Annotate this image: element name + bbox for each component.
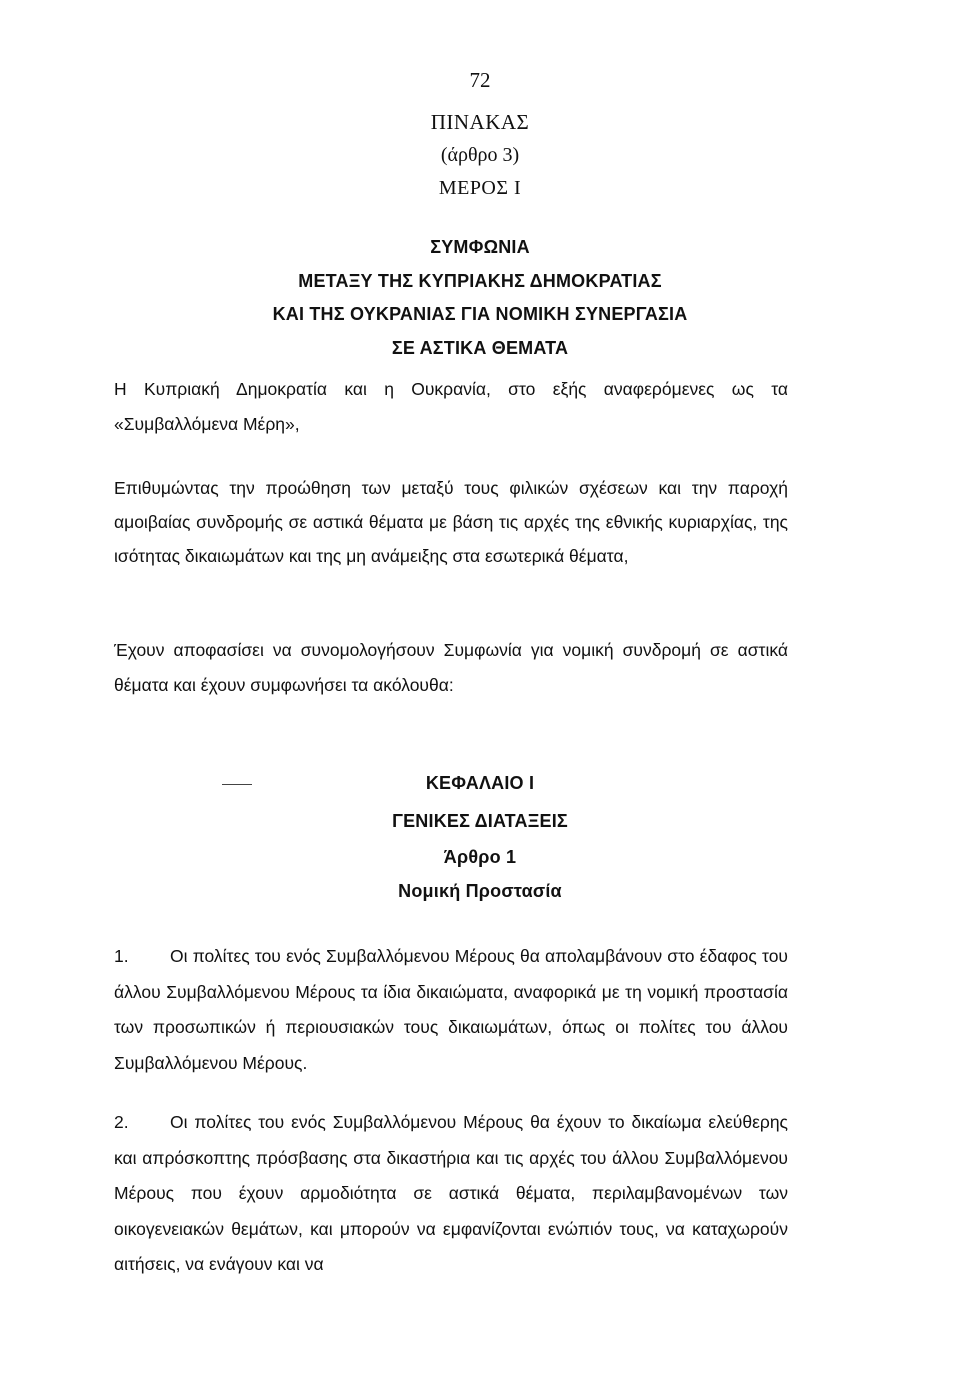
chapter-title: ΚΕΦΑΛΑΙΟ Ι (425, 773, 535, 793)
part-title: ΜΕΡΟΣ Ι (438, 177, 522, 199)
preamble-parties: Η Κυπριακή Δημοκρατία και η Ουκρανία, στο εξής αναφερόμενες ως τα «Συμβαλλόμενα Μέρη», (114, 379, 788, 434)
chapter-subtitle: ΓΕΝΙΚΕΣ ΔΙΑΤΑΞΕΙΣ (392, 811, 568, 831)
clause-text: Οι πολίτες του ενός Συμβαλλόμενου Μέρους θα απολαμβάνουν στο έδαφος του άλλου Συμβαλλόμενου Μέρους τα ίδια δικαιώματα, αναφορικά με τη νομική προστασία των προσωπικών ή περιουσιακών τους δικαιωμάτων, όπως οι πολίτες του άλλου Συμβαλλόμενου Μέρους. (114, 946, 788, 1073)
article-reference: (άρθρο 3) (440, 144, 520, 166)
agreement-title-line-4: ΣΕ ΑΣΤΙΚΑ ΘΕΜΑΤΑ (391, 338, 569, 358)
clause-number: 1. (114, 946, 129, 966)
clause-text: Οι πολίτες του ενός Συμβαλλόμενου Μέρους θα έχουν το δικαίωμα ελεύθερης και απρόσκοπτης πρόσβασης στα δικαστήρια και τις αρχές του άλλου Συμβαλλόμενου Μέρους που έχουν αρμοδιότητα σε αστικά θέματα, περιλαμβανομένων των οικογενειακών θεμάτων, και μπορούν να εμφανίζονται ενώπιόν τους, να καταχωρούν αιτήσεις, να ενάγουν και να (114, 1112, 788, 1275)
page-number: 72 (469, 68, 491, 92)
agreement-title-line-2: ΜΕΤΑΞΥ ΤΗΣ ΚΥΠΡΙΑΚΗΣ ΔΗΜΟΚΡΑΤΙΑΣ (298, 271, 662, 291)
clause-number: 2. (114, 1112, 129, 1132)
article-title: Νομική Προστασία (398, 881, 562, 901)
article-heading: Άρθρο 1 (443, 847, 517, 867)
preamble-decided: Έχουν αποφασίσει να συνομολογήσουν Συμφωνία για νομική συνδρομή σε αστικά θέματα και έχουν συμφωνήσει τα ακόλουθα: (114, 640, 788, 695)
clause-2 (114, 1105, 788, 1283)
agreement-title-line-3: ΚΑΙ ΤΗΣ ΟΥΚΡΑΝΙΑΣ ΓΙΑ ΝΟΜΙΚΗ ΣΥΝΕΡΓΑΣΙΑ (272, 304, 688, 324)
table-title: ΠΙΝΑΚΑΣ (430, 110, 530, 134)
agreement-title: ΣΥΜΦΩΝΙΑ (430, 237, 530, 257)
clause-1 (114, 939, 788, 1081)
preamble-desiring: Επιθυμώντας την προώθηση των μεταξύ τους φιλικών σχέσεων και την παροχή αμοιβαίας συνδρομής σε αστικά θέματα με βάση τις αρχές της εθνικής κυριαρχίας, της ισότητας δικαιωμάτων και της μη ανάμειξης στα εσωτερικά θέματα, (114, 478, 788, 566)
